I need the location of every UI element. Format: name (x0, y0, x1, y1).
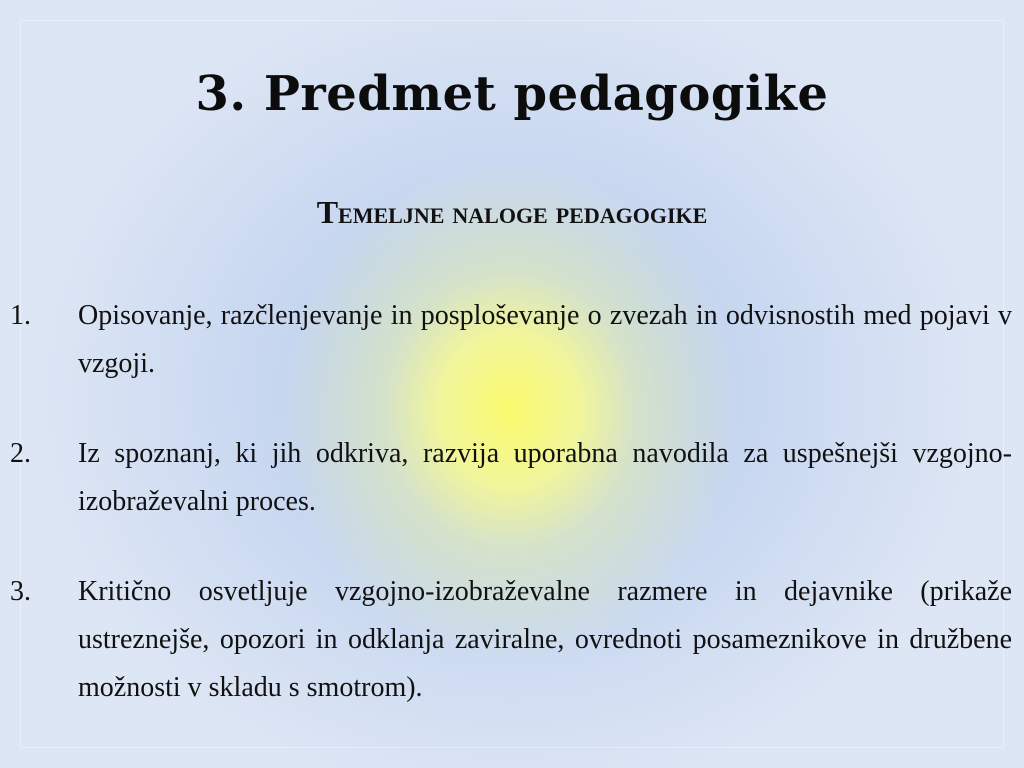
list-item-text: Iz spoznanj, ki jih odkriva, razvija uporabna navodila za uspešnejši vzgojno-izobraževalni proces. (78, 438, 1012, 517)
tasks-list (10, 292, 1012, 754)
list-item-text: Kritično osvetljuje vzgojno-izobraževalne razmere in dejavnike (prikaže ustreznejše, opozori in odklanja zaviralne, ovrednoti posameznikove in družbene možnosti v skladu s smotrom). (78, 576, 1012, 703)
list-item (10, 568, 1012, 712)
list-item (10, 430, 1012, 526)
list-item (10, 292, 1012, 388)
list-item-number: 3. (10, 576, 31, 607)
list-item-number: 1. (10, 300, 31, 331)
slide-title: 3. Predmet pedagogike (195, 66, 829, 122)
list-item-text: Opisovanje, razčlenjevanje in posploševanje o zvezah in odvisnostih med pojavi v vzgoji. (78, 300, 1012, 379)
slide-subtitle: Temeljne naloge pedagogike (316, 194, 708, 230)
list-item-number: 2. (10, 438, 31, 469)
